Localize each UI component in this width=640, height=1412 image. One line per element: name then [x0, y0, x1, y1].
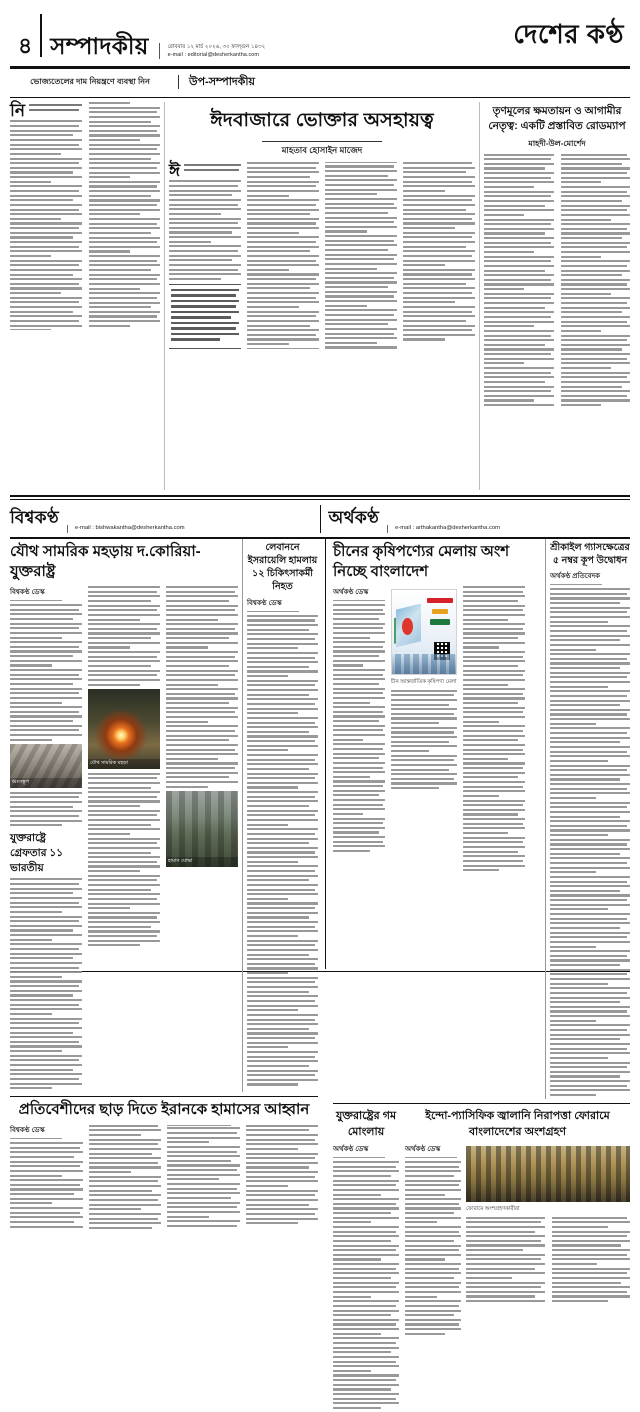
poster-red-circle-icon: [402, 618, 413, 635]
economy-section-name: অর্থকণ্ঠ: [328, 507, 380, 527]
page-number: ৪: [18, 33, 33, 58]
world-photo-soldiers: [166, 791, 238, 867]
world-section: [10, 539, 318, 1134]
world-bottom-text: [10, 1125, 318, 1229]
masthead-meta: [159, 43, 266, 59]
world-side-kicker: বিশ্বকণ্ঠ ডেস্ক: [247, 599, 282, 607]
economy-side-story: [550, 539, 630, 1099]
economy-poster-caption: চীন আন্তর্জাতিক কৃষিপণ্য মেলা: [391, 679, 457, 686]
column-separator: [479, 102, 480, 490]
editorial-email: e-mail : editorial@desherkantha.com: [167, 51, 259, 58]
economy-group-caption: ফোরামে অংশগ্রহণকারীরা: [466, 1206, 520, 1213]
economy-bottom-rule: [333, 1103, 630, 1105]
world-section-banner: [10, 505, 312, 533]
mid-page-rule-thick: [10, 495, 630, 497]
editorial-note-title: ভোজ্যতেলের দাম নিয়ন্ত্রণে ব্যবস্থা নিন: [30, 76, 150, 86]
masthead-divider: [40, 14, 42, 57]
economy-lead-headline: চীনের কৃষিপণ্যের মেলায় অংশ নিচ্ছে বাংলাদেশ: [333, 542, 510, 580]
editorial-dropcap: নি: [10, 101, 26, 121]
economy-side-kicker: অর্থকণ্ঠ প্রতিবেদক: [550, 573, 601, 581]
world-bottom-kicker: বিশ্বকণ্ঠ ডেস্ক: [10, 1126, 45, 1134]
secondary-byline: মাহদী-উল-মোর্শেদ: [528, 138, 586, 148]
top-content-block: [0, 98, 640, 490]
banner-separator: [320, 505, 321, 533]
economy-sub-text-right-b: [466, 1217, 630, 1305]
world-lead-text-c: [166, 586, 238, 788]
secondary-body-text: [484, 154, 630, 409]
world-sub-text: [10, 878, 82, 1089]
world-bottom-rule: [10, 1096, 318, 1098]
world-lead-text-b: [88, 586, 160, 686]
economy-lead-text-b: [391, 690, 457, 790]
world-lead-story: [10, 539, 238, 1092]
economy-section-banner: [329, 505, 631, 533]
main-headline: ঈদবাজারে ভোক্তার অসহায়ত্ব: [210, 110, 434, 132]
world-section-email: e-mail : bishwakantha@desherkantha.com: [67, 525, 185, 533]
economy-sub-story-right: [405, 1107, 630, 1411]
world-lead-text-b2: [88, 773, 160, 947]
masthead: [0, 0, 640, 63]
poster-skyline-graphic: [392, 654, 456, 674]
main-dropcap: ঈ: [169, 161, 181, 181]
subheader-row: [0, 69, 640, 95]
world-photo-missile-caption: যৌথ সামরিক মহড়া: [88, 759, 160, 769]
lower-content-block: [0, 539, 640, 1213]
economy-side-headline: শ্রীকাইল গ্যাসক্ষেত্রের ৫ নম্বর কূপ উদ্বোধন: [550, 541, 630, 566]
economy-poster-image: [391, 589, 457, 675]
section-separator: [325, 539, 326, 969]
world-side-text: [247, 615, 318, 1086]
world-lead-kicker: বিশ্বকণ্ঠ ডেস্ক: [10, 589, 45, 597]
economy-sub-headline-right: ইন্দো-প্যাসিফিক জ্বালানি নিরাপত্তা ফোরামে বাংলাদেশের অংশগ্রহণ: [425, 1110, 610, 1138]
world-photo-rubble: [10, 744, 82, 788]
world-photo-missile: [88, 689, 160, 769]
world-bottom-headline: প্রতিবেশীদের ছাড় দিতে ইরানকে হামাসের আহ্বান: [18, 1101, 310, 1119]
main-body-text: [169, 162, 475, 349]
world-section-name: বিশ্বকণ্ঠ: [10, 507, 59, 527]
byline-rule: [262, 141, 382, 142]
economy-lead-text-c: [463, 586, 525, 871]
editorial-column: [10, 102, 160, 490]
economy-section-email: e-mail : arthakantha@desherkantha.com: [387, 525, 500, 533]
poster-logo-cac: [430, 619, 449, 626]
world-sub-headline: যুক্তরাষ্ট্রে গ্রেফতার ১১ ভারতীয়: [10, 832, 64, 874]
column-separator: [545, 539, 546, 1099]
economy-sub-headline-left: যুক্তরাষ্ট্রের গম মোংলায়: [335, 1110, 397, 1138]
economy-group-photo: [466, 1146, 630, 1202]
section-banner-row: [0, 500, 640, 535]
column-separator: [242, 539, 243, 1092]
economy-sub-text-right-a: [405, 1161, 461, 1335]
world-lead-text-a: [10, 604, 82, 741]
main-oped-article: [169, 102, 475, 490]
editorial-body-text: [10, 102, 160, 329]
page-title: সম্পাদকীয়: [50, 33, 149, 59]
world-side-story: [247, 539, 318, 1092]
world-side-headline: লেবাননে ইসরায়েলি হামলায় ১২ চিকিৎসাকর্মী নিহত: [247, 541, 318, 593]
economy-section: [333, 539, 630, 1213]
secondary-headline: তৃণমূলের ক্ষমতায়ন ও আগামীর নেতৃত্ব: একটি প্রস্তাবিত রোডম্যাপ: [488, 105, 626, 133]
publication-logo: দেশের কণ্ঠ: [513, 19, 624, 49]
op-ed-label: উপ-সম্পাদকীয়: [189, 75, 256, 88]
economy-sub-right-kicker: অর্থকণ্ঠ ডেস্ক: [405, 1146, 441, 1154]
economy-sub-text-left: [333, 1161, 399, 1409]
subheader-divider: [178, 75, 179, 89]
economy-lead-kicker: অর্থকণ্ঠ ডেস্ক: [333, 589, 369, 597]
publication-date: রোববার ১২ মার্চ ২০২৬, ৩০ ফাল্গুন ১৪৩২: [167, 43, 266, 50]
economy-side-text: [550, 588, 630, 1096]
economy-sub-story-left: [333, 1107, 399, 1411]
economy-lead-story: [333, 539, 541, 1099]
economy-sub-kicker: অর্থকণ্ঠ ডেস্ক: [333, 1146, 369, 1154]
pullquote: [169, 284, 241, 349]
poster-logo-primary: [432, 609, 449, 615]
world-photo-soldiers-caption: হামাস যোদ্ধা: [166, 857, 238, 867]
world-lead-headline: যৌথ সামরিক মহড়ায় দ.কোরিয়া-যুক্তরাষ্ট্র: [10, 542, 201, 580]
world-lead-text-a2: [10, 792, 82, 827]
poster-banner-bar: [427, 598, 453, 602]
economy-lead-text-a: [333, 604, 385, 852]
main-byline: মাহতাব হোসাইন মাজেদ: [281, 145, 363, 156]
secondary-oped-article: [484, 102, 630, 490]
world-photo-rubble-caption: ধ্বংসস্তূপ: [10, 778, 82, 788]
column-separator: [164, 102, 165, 490]
